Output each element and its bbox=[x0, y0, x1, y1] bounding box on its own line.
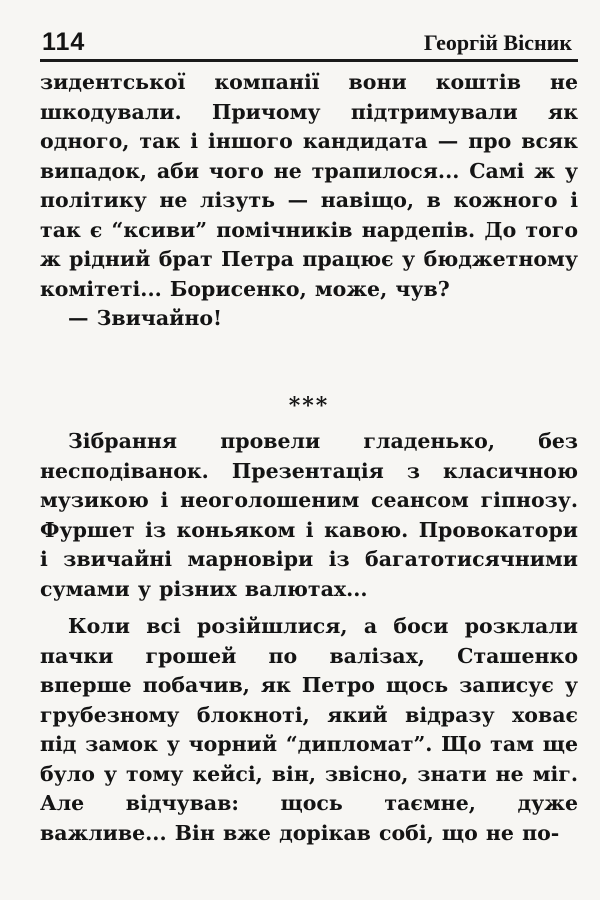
paragraph-gap bbox=[40, 604, 578, 612]
paragraph-continued: зидентської компанії вони коштів не шкодували. Причому підтримували як одного, так і іншого кандидата — про всяк випадок, аби чого не трапилося... Самі ж у політику не лізуть — навіщо, в кожного і так є “ксиви” помічників нардепів. До того ж рідний брат Петра працює у бюджетному комітеті... Борисенко, може, чув? bbox=[40, 70, 578, 301]
running-head-author: Георгій Вісник bbox=[423, 30, 572, 55]
page-number: 114 bbox=[42, 28, 86, 56]
running-header bbox=[40, 28, 578, 62]
body-text bbox=[40, 68, 578, 848]
scene-break-asterisks: *** bbox=[288, 392, 330, 419]
dialogue-line: — Звичайно! bbox=[68, 306, 223, 330]
paragraph-gathering: Зібрання провели гладенько, без несподіванок. Презентація з класичною музикою і неоголошеним сеансом гіпнозу. Фуршет із коньяком і кавою. Провокатори і звичайні марновіри із багатотисячними сумами у різних валютах... bbox=[40, 429, 578, 601]
paragraph-diplomat: Коли всі розійшлися, а боси розклали пачки грошей по валізах, Сташенко вперше побачив, як Петро щось записує у грубезному блокноті, який відразу ховає під замок у чорний “дипломат”. Що там ще було у тому кейсі, він, звісно, знати не міг. Але відчував: щось таємне, дуже важливе... Він вже дорікав собі, що не по- bbox=[40, 614, 578, 845]
